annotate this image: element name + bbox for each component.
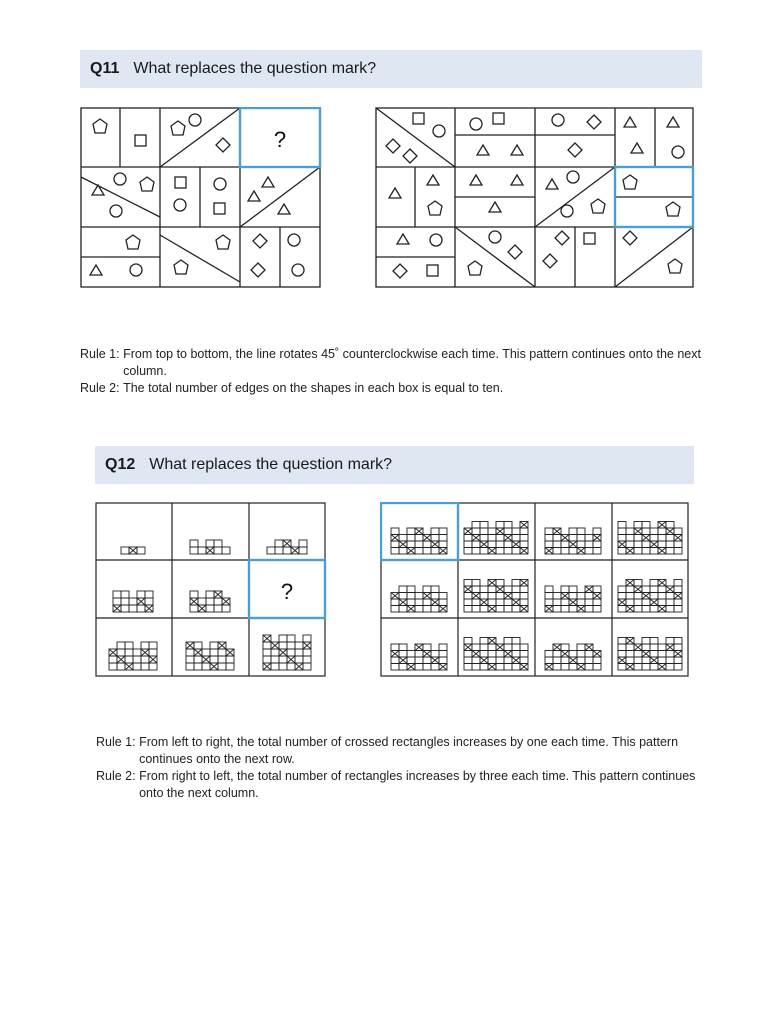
rule-text: From right to left, the total number of rectangles increases by three each time. This pattern continues onto the next column. <box>139 769 696 800</box>
q12-unknown-mark: ? <box>280 579 294 604</box>
q12-rule-2 <box>96 768 696 802</box>
q12-question-grid <box>95 502 327 678</box>
q11-number: Q11 <box>90 60 120 77</box>
q12-question: What replaces the question mark? <box>149 456 393 473</box>
rule-label: Rule 1: <box>96 735 140 749</box>
rule-text: The total number of edges on the shapes in each box is equal to ten. <box>123 381 504 395</box>
q12-number: Q12 <box>105 456 136 473</box>
q11-unknown-mark: ? <box>273 127 287 152</box>
q11-rule-2 <box>80 380 702 397</box>
q12-header-bar <box>95 446 694 484</box>
q11-question: What replaces the question mark? <box>133 60 377 77</box>
rule-label: Rule 1: <box>80 347 124 361</box>
q11-header-bar <box>80 50 702 88</box>
q11-rule-1 <box>80 346 702 380</box>
q12-answer-options <box>380 502 690 678</box>
rule-label: Rule 2: <box>96 769 140 783</box>
q11-question-grid <box>80 107 322 289</box>
rule-text: From top to bottom, the line rotates 45˚ counterclockwise each time. This pattern continues onto the next column. <box>123 347 701 378</box>
q12-rule-1 <box>96 734 696 768</box>
rule-label: Rule 2: <box>80 381 124 395</box>
rule-text: From left to right, the total number of crossed rectangles increases by one each time. This pattern continues onto the next row. <box>139 735 679 766</box>
q12-rules <box>96 734 696 802</box>
q11-rules <box>80 346 702 397</box>
q11-answer-options <box>375 107 695 289</box>
